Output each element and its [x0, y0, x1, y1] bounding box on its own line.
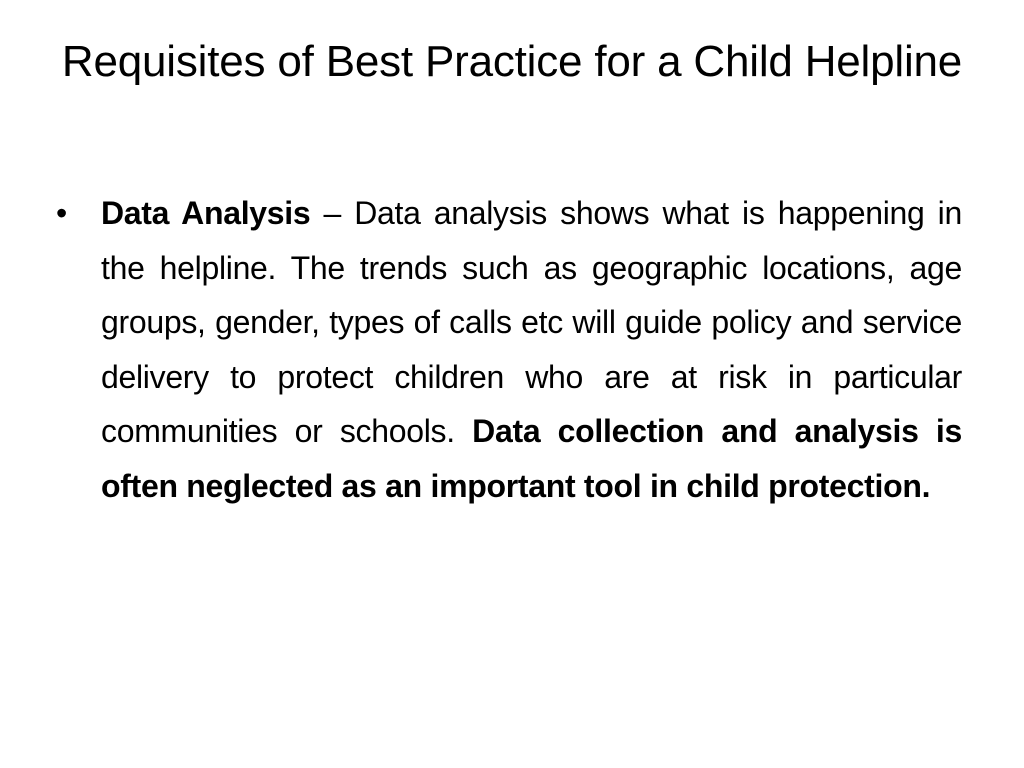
bullet-marker-icon: • [56, 195, 67, 231]
bullet-item [56, 186, 962, 513]
bullet-separator: – [310, 195, 355, 231]
bullet-list [56, 186, 962, 513]
bullet-term: Data Analysis [101, 195, 311, 231]
bullet-text: Data analysis shows what is happening in the helpline. The trends such as geographic locations, age groups, gender, types of calls etc will guide policy and service delivery to protect children who are at risk in particular communities or schools. [101, 195, 962, 449]
slide-title: Requisites of Best Practice for a Child Helpline [61, 37, 963, 86]
bullet-emphasis: Data collection and analysis is often neglected as an important tool in child protection. [101, 413, 962, 504]
